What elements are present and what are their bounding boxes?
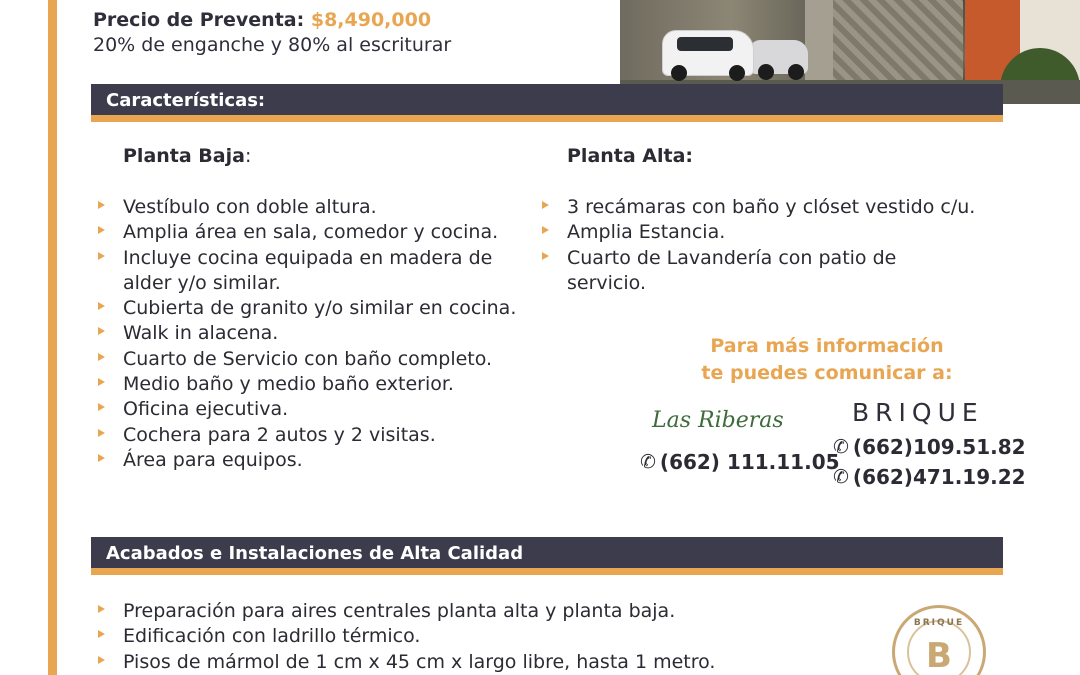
brique-phone-1[interactable]	[833, 435, 1026, 459]
list-item: Incluye cocina equipada en madera de alder y/o similar.	[94, 246, 544, 297]
list-item: Walk in alacena.	[94, 321, 544, 346]
contact-heading	[662, 333, 992, 387]
section-bar-acabados	[91, 537, 1003, 575]
price-block	[93, 8, 451, 58]
payment-terms: 20% de enganche y 80% al escriturar	[93, 34, 452, 56]
las-riberas-logo: Las Riberas	[652, 408, 784, 433]
planta-alta-list	[538, 195, 978, 296]
phone-icon: ✆	[833, 436, 849, 458]
brique-phone-number-2: (662)471.19.22	[852, 465, 1026, 489]
planta-baja-title-suffix: :	[244, 145, 252, 167]
acabados-list	[94, 599, 894, 675]
seal-text: BRIQUE	[913, 618, 965, 628]
brique-phone-number-1: (662)109.51.82	[852, 435, 1026, 459]
list-item: Área para equipos.	[94, 448, 544, 473]
list-item: Edificación con ladrillo térmico.	[94, 624, 894, 649]
left-accent-bar	[48, 0, 57, 675]
list-item: Cuarto de Servicio con baño completo.	[94, 347, 544, 372]
price-value: $8,490,000	[310, 9, 432, 31]
riberas-phone[interactable]	[640, 450, 840, 474]
photo-car-1	[662, 30, 754, 76]
section-bar-caracteristicas	[91, 84, 1003, 122]
section-title-caracteristicas: Características:	[106, 90, 266, 111]
list-item: Preparación para aires centrales planta alta y planta baja.	[94, 599, 894, 624]
price-label: Precio de Preventa	[93, 9, 297, 31]
planta-baja-title-text: Planta Baja	[123, 145, 245, 167]
section-title-acabados: Acabados e Instalaciones de Alta Calidad	[106, 543, 524, 564]
list-item: Cochera para 2 autos y 2 visitas.	[94, 423, 544, 448]
brique-logo: BRIQUE	[852, 398, 984, 427]
contact-heading-line-2: te puedes comunicar a:	[701, 362, 953, 384]
list-item: Vestíbulo con doble altura.	[94, 195, 544, 220]
list-item: Amplia Estancia.	[538, 220, 978, 245]
whatsapp-icon: ✆	[833, 466, 849, 488]
list-item: 3 recámaras con baño y clóset vestido c/u.	[538, 195, 978, 220]
photo-stone-wall	[833, 0, 963, 84]
planta-baja-title	[123, 145, 251, 167]
price-separator: :	[296, 9, 311, 31]
car-wheel	[671, 65, 687, 81]
planta-baja-list	[94, 195, 544, 473]
brique-seal-logo	[892, 605, 986, 675]
list-item: Oficina ejecutiva.	[94, 397, 544, 422]
riberas-phone-number: (662) 111.11.05	[659, 450, 840, 474]
list-item: Amplia área en sala, comedor y cocina.	[94, 220, 544, 245]
brique-phone-2[interactable]	[833, 465, 1026, 489]
list-item: Medio baño y medio baño exterior.	[94, 372, 544, 397]
car-wheel	[729, 65, 745, 81]
seal-monogram: B	[926, 636, 952, 675]
list-item: Cuarto de Lavandería con patio de servicio.	[538, 246, 978, 297]
car-wheel	[788, 64, 804, 80]
contact-heading-line-1: Para más información	[710, 335, 944, 357]
photo-car-2	[750, 40, 808, 74]
price-line	[93, 8, 451, 32]
list-item: Cubierta de granito y/o similar en cocina.	[94, 296, 544, 321]
car-window	[677, 37, 733, 51]
phone-icon: ✆	[640, 451, 656, 473]
photo-pillar	[805, 0, 833, 84]
planta-alta-title: Planta Alta:	[567, 145, 694, 167]
car-wheel	[758, 64, 774, 80]
list-item: Pisos de mármol de 1 cm x 45 cm x largo libre, hasta 1 metro.	[94, 650, 894, 675]
